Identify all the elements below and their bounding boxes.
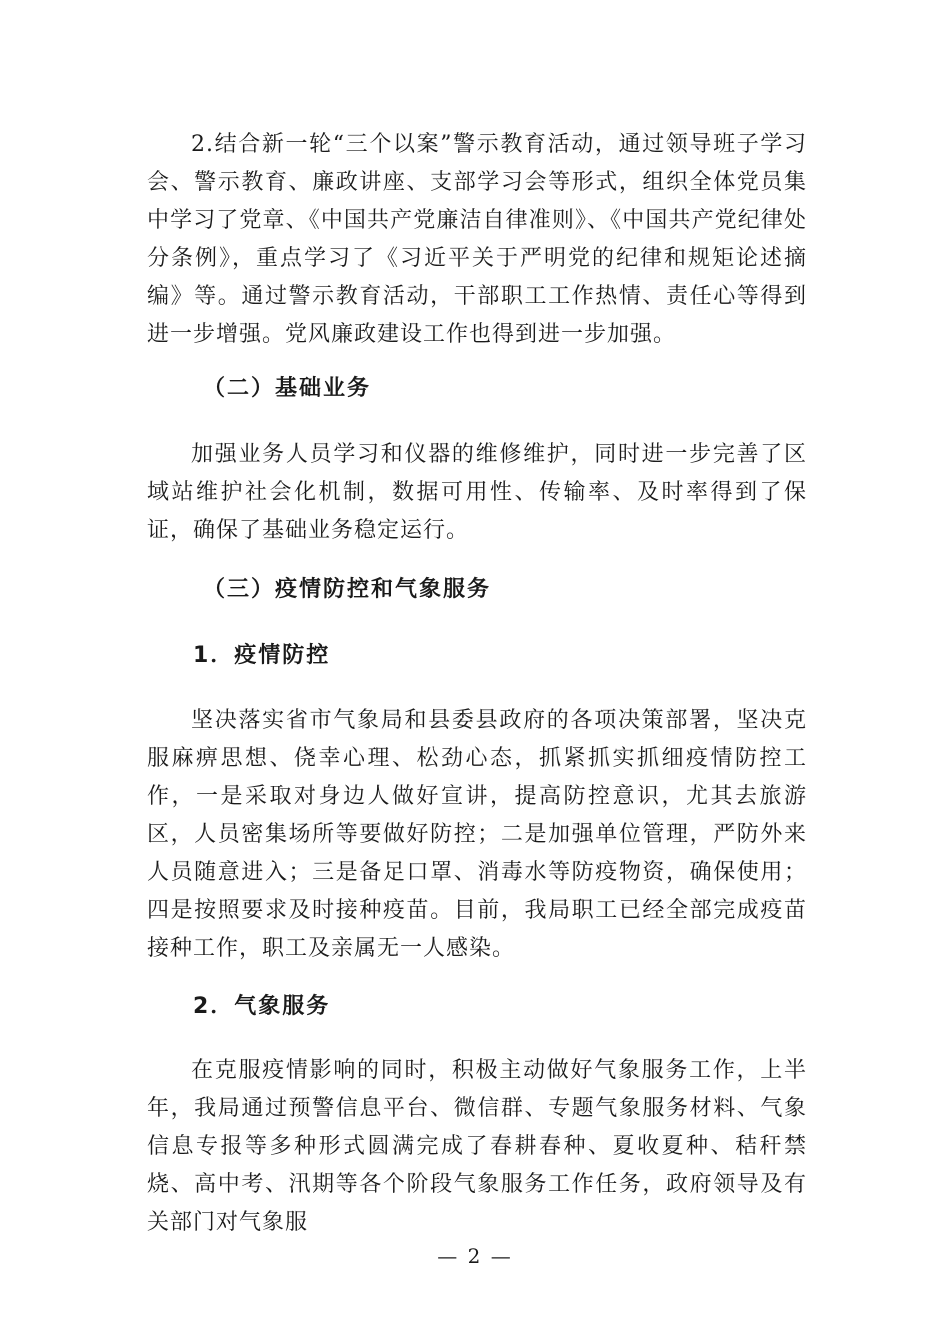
paragraph-epidemic-control: 坚决落实省市气象局和县委县政府的各项决策部署，坚决克服麻痹思想、侥幸心理、松劲心态，抓紧抓实抓细疫情防控工作，一是采取对身边人做好宣讲，提高防控意识，尤其去旅游区，人员密集场所等要做好防控；二是加强单位管理，严防外来人员随意进入；三是备足口罩、消毒水等防疫物资，确保使用；四是按照要求及时接种疫苗。目前，我局职工已经全部完成疫苗接种工作，职工及亲属无一人感染。 — [147, 708, 807, 961]
page-number: — 2 — — [437, 1244, 513, 1268]
paragraph-warning-education: 2.结合新一轮“三个以案”警示教育活动，通过领导班子学习会、警示教育、廉政讲座、支部学习会等形式，组织全体党员集中学习了党章、《中国共产党廉洁自律准则》、《中国共产党纪律处分条例》，重点学习了《习近平关于严明党的纪律和规矩论述摘编》等。通过警示教育活动，干部职工工作热情、责任心等得到进一步增强。党风廉政建设工作也得到进一步加强。 — [147, 132, 807, 347]
heading-weather-service: 2．气象服务 — [193, 994, 331, 1019]
heading-basic-business: （二）基础业务 — [203, 376, 372, 401]
paragraph-weather-service: 在克服疫情影响的同时，积极主动做好气象服务工作，上半年，我局通过预警信息平台、微信群、专题气象服务材料、气象信息专报等多种形式圆满完成了春耕春种、夏收夏种、秸秆禁烧、高中考、汛期等各个阶段气象服务工作任务，政府领导及有关部门对气象服 — [147, 1058, 807, 1235]
heading-epidemic-and-weather-service: （三）疫情防控和气象服务 — [203, 577, 492, 602]
paragraph-basic-business: 加强业务人员学习和仪器的维修维护，同时进一步完善了区域站维护社会化机制，数据可用性、传输率、及时率得到了保证，确保了基础业务稳定运行。 — [147, 442, 807, 543]
heading-epidemic-control: 1．疫情防控 — [193, 643, 331, 668]
